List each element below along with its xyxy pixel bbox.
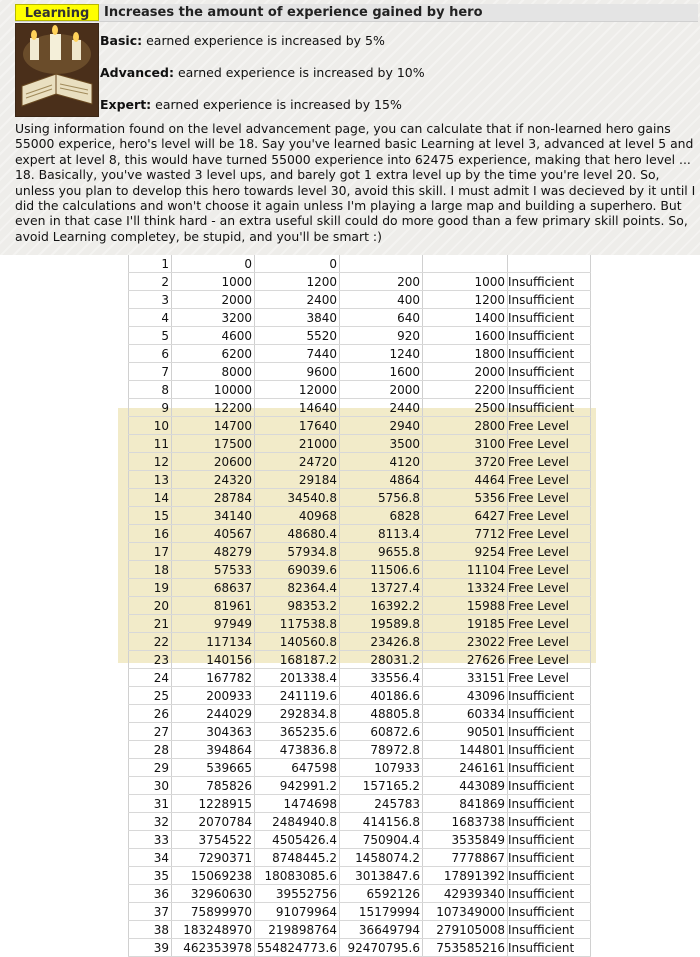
table-cell: Insufficient (508, 759, 591, 777)
table-cell: 21000 (255, 435, 340, 453)
table-cell: 462353978 (172, 939, 255, 957)
table-row (129, 381, 591, 399)
table-cell: 24320 (172, 471, 255, 489)
table-cell: 98353.2 (255, 597, 340, 615)
table-cell: 219898764 (255, 921, 340, 939)
skill-name-badge: Learning (15, 4, 99, 21)
table-cell: 4120 (340, 453, 423, 471)
table-cell: 2200 (423, 381, 508, 399)
table-cell: 8000 (172, 363, 255, 381)
table-cell: 17640 (255, 417, 340, 435)
table-cell: 34540.8 (255, 489, 340, 507)
basic-level-text (100, 33, 385, 48)
table-cell: 5756.8 (340, 489, 423, 507)
table-row (129, 687, 591, 705)
table-cell: Free Level (508, 561, 591, 579)
table-cell: 36649794 (340, 921, 423, 939)
table-cell (508, 255, 591, 273)
table-cell: 3 (129, 291, 172, 309)
table-cell: 57533 (172, 561, 255, 579)
table-cell: 2000 (423, 363, 508, 381)
table-row (129, 417, 591, 435)
table-row (129, 327, 591, 345)
table-cell: 17 (129, 543, 172, 561)
table-cell: 17891392 (423, 867, 508, 885)
table-cell: Free Level (508, 597, 591, 615)
table-cell: 942991.2 (255, 777, 340, 795)
table-cell: 304363 (172, 723, 255, 741)
experience-table (128, 255, 591, 957)
table-row (129, 921, 591, 939)
table-cell: 2440 (340, 399, 423, 417)
table-cell: 36 (129, 885, 172, 903)
table-row (129, 435, 591, 453)
table-cell: Free Level (508, 615, 591, 633)
table-cell: Insufficient (508, 795, 591, 813)
table-cell: 7778867 (423, 849, 508, 867)
table-row (129, 291, 591, 309)
table-cell: Insufficient (508, 921, 591, 939)
table-cell: 34 (129, 849, 172, 867)
table-cell: Insufficient (508, 849, 591, 867)
table-cell: Insufficient (508, 363, 591, 381)
table-cell: 4505426.4 (255, 831, 340, 849)
table-cell: 26 (129, 705, 172, 723)
table-cell: 4864 (340, 471, 423, 489)
table-row (129, 399, 591, 417)
table-cell: 473836.8 (255, 741, 340, 759)
table-cell: Insufficient (508, 939, 591, 957)
table-cell: 34140 (172, 507, 255, 525)
table-cell: 18083085.6 (255, 867, 340, 885)
table-cell: 245783 (340, 795, 423, 813)
table-cell: 1474698 (255, 795, 340, 813)
table-cell: Insufficient (508, 903, 591, 921)
table-cell: 20600 (172, 453, 255, 471)
table-cell: 443089 (423, 777, 508, 795)
table-row (129, 867, 591, 885)
table-cell: 3720 (423, 453, 508, 471)
advanced-value: earned experience is increased by 10% (177, 65, 425, 80)
table-cell: Insufficient (508, 291, 591, 309)
table-cell: 3535849 (423, 831, 508, 849)
table-cell: 20 (129, 597, 172, 615)
table-cell: 31 (129, 795, 172, 813)
table-cell: 6 (129, 345, 172, 363)
table-cell: 6200 (172, 345, 255, 363)
table-cell: 0 (255, 255, 340, 273)
table-cell: 60872.6 (340, 723, 423, 741)
table-cell: 414156.8 (340, 813, 423, 831)
table-cell: 9 (129, 399, 172, 417)
table-cell: 33556.4 (340, 669, 423, 687)
table-cell: 168187.2 (255, 651, 340, 669)
table-cell: Insufficient (508, 381, 591, 399)
table-cell: 1400 (423, 309, 508, 327)
table-cell: 23022 (423, 633, 508, 651)
table-cell: Free Level (508, 453, 591, 471)
table-cell: 7 (129, 363, 172, 381)
table-cell: 75899970 (172, 903, 255, 921)
table-cell: 7440 (255, 345, 340, 363)
table-cell: 15179994 (340, 903, 423, 921)
table-cell: 6828 (340, 507, 423, 525)
table-cell: 57934.8 (255, 543, 340, 561)
table-cell: 3500 (340, 435, 423, 453)
table-cell: 640 (340, 309, 423, 327)
table-cell: Free Level (508, 417, 591, 435)
table-cell: 43096 (423, 687, 508, 705)
table-cell: 1458074.2 (340, 849, 423, 867)
table-cell: 6427 (423, 507, 508, 525)
table-cell: Insufficient (508, 345, 591, 363)
table-cell: 8 (129, 381, 172, 399)
table-cell: 12 (129, 453, 172, 471)
table-cell: 8748445.2 (255, 849, 340, 867)
table-cell: 3840 (255, 309, 340, 327)
table-cell: 140156 (172, 651, 255, 669)
table-cell: 117134 (172, 633, 255, 651)
table-cell: 107933 (340, 759, 423, 777)
table-row (129, 669, 591, 687)
table-row (129, 777, 591, 795)
table-cell: 1200 (423, 291, 508, 309)
table-cell: 11 (129, 435, 172, 453)
table-cell: 7712 (423, 525, 508, 543)
table-cell: 48279 (172, 543, 255, 561)
basic-value: earned experience is increased by 5% (146, 33, 385, 48)
table-cell (340, 255, 423, 273)
table-row (129, 633, 591, 651)
table-cell: 2484940.8 (255, 813, 340, 831)
table-cell: 12200 (172, 399, 255, 417)
table-cell: 14 (129, 489, 172, 507)
table-cell: 4 (129, 309, 172, 327)
table-cell: 2 (129, 273, 172, 291)
table-cell (423, 255, 508, 273)
table-cell: 10000 (172, 381, 255, 399)
table-cell: 19185 (423, 615, 508, 633)
table-cell: 157165.2 (340, 777, 423, 795)
table-cell: 750904.4 (340, 831, 423, 849)
table-cell: Insufficient (508, 741, 591, 759)
table-cell: 39 (129, 939, 172, 957)
table-cell: Free Level (508, 525, 591, 543)
table-cell: 92470795.6 (340, 939, 423, 957)
table-cell: 244029 (172, 705, 255, 723)
table-row (129, 273, 591, 291)
table-cell: 23 (129, 651, 172, 669)
table-row (129, 525, 591, 543)
table-cell: 2800 (423, 417, 508, 435)
table-cell: 90501 (423, 723, 508, 741)
table-cell: 68637 (172, 579, 255, 597)
table-cell: 29184 (255, 471, 340, 489)
table-cell: 107349000 (423, 903, 508, 921)
table-cell: Insufficient (508, 867, 591, 885)
table-cell: 647598 (255, 759, 340, 777)
table-cell: 28031.2 (340, 651, 423, 669)
table-cell: 11506.6 (340, 561, 423, 579)
table-row (129, 597, 591, 615)
table-cell: 9254 (423, 543, 508, 561)
table-cell: 7290371 (172, 849, 255, 867)
table-cell: 13727.4 (340, 579, 423, 597)
table-cell: 25 (129, 687, 172, 705)
basic-label: Basic: (100, 33, 143, 48)
table-cell: Free Level (508, 579, 591, 597)
table-cell: 1600 (423, 327, 508, 345)
table-cell: 394864 (172, 741, 255, 759)
table-cell: 2500 (423, 399, 508, 417)
table-cell: 15 (129, 507, 172, 525)
table-cell: 117538.8 (255, 615, 340, 633)
table-row (129, 903, 591, 921)
experience-table-body (129, 255, 591, 957)
table-cell: 1240 (340, 345, 423, 363)
table-cell: 9600 (255, 363, 340, 381)
table-row (129, 489, 591, 507)
table-cell: 2940 (340, 417, 423, 435)
table-row (129, 363, 591, 381)
table-row (129, 849, 591, 867)
table-cell: Insufficient (508, 885, 591, 903)
info-panel (0, 0, 700, 255)
table-cell: 1200 (255, 273, 340, 291)
table-cell: 200933 (172, 687, 255, 705)
table-cell: 1600 (340, 363, 423, 381)
table-cell: Free Level (508, 543, 591, 561)
table-cell: 28784 (172, 489, 255, 507)
table-cell: 15069238 (172, 867, 255, 885)
advanced-label: Advanced: (100, 65, 174, 80)
table-cell: 292834.8 (255, 705, 340, 723)
table-cell: 2000 (172, 291, 255, 309)
table-cell: 18 (129, 561, 172, 579)
table-cell: 14640 (255, 399, 340, 417)
table-cell: 200 (340, 273, 423, 291)
table-cell: 24 (129, 669, 172, 687)
table-cell: 48805.8 (340, 705, 423, 723)
table-row (129, 255, 591, 273)
table-row (129, 507, 591, 525)
table-cell: 21 (129, 615, 172, 633)
table-cell: Free Level (508, 669, 591, 687)
table-cell: 4464 (423, 471, 508, 489)
table-cell: 140560.8 (255, 633, 340, 651)
table-cell: Free Level (508, 633, 591, 651)
table-cell: 241119.6 (255, 687, 340, 705)
skill-header (15, 4, 698, 22)
table-cell: 37 (129, 903, 172, 921)
table-cell: 78972.8 (340, 741, 423, 759)
table-cell: 38 (129, 921, 172, 939)
table-row (129, 579, 591, 597)
table-cell: 8113.4 (340, 525, 423, 543)
table-cell: 22 (129, 633, 172, 651)
table-cell: 785826 (172, 777, 255, 795)
table-cell: Free Level (508, 471, 591, 489)
table-cell: 32960630 (172, 885, 255, 903)
table-cell: 16392.2 (340, 597, 423, 615)
table-cell: 33 (129, 831, 172, 849)
table-cell: 15988 (423, 597, 508, 615)
table-cell: 16 (129, 525, 172, 543)
table-cell: 27626 (423, 651, 508, 669)
table-cell: Insufficient (508, 723, 591, 741)
table-cell: 554824773.6 (255, 939, 340, 957)
table-row (129, 345, 591, 363)
table-cell: 42939340 (423, 885, 508, 903)
table-cell: 1 (129, 255, 172, 273)
table-cell: 60334 (423, 705, 508, 723)
table-cell: 144801 (423, 741, 508, 759)
table-cell: 1800 (423, 345, 508, 363)
table-cell: 12000 (255, 381, 340, 399)
table-cell: 82364.4 (255, 579, 340, 597)
table-cell: 5 (129, 327, 172, 345)
table-cell: 2400 (255, 291, 340, 309)
table-row (129, 561, 591, 579)
learning-skill-icon (15, 23, 99, 117)
table-cell: 3200 (172, 309, 255, 327)
table-cell: 97949 (172, 615, 255, 633)
table-cell: 10 (129, 417, 172, 435)
table-cell: 0 (172, 255, 255, 273)
table-cell: 91079964 (255, 903, 340, 921)
table-cell: 365235.6 (255, 723, 340, 741)
table-cell: Free Level (508, 435, 591, 453)
table-cell: 1000 (423, 273, 508, 291)
table-cell: 17500 (172, 435, 255, 453)
table-row (129, 309, 591, 327)
table-cell: 11104 (423, 561, 508, 579)
table-row (129, 615, 591, 633)
expert-label: Expert: (100, 97, 152, 112)
expert-level-text (100, 97, 402, 112)
table-row (129, 831, 591, 849)
table-row (129, 813, 591, 831)
table-cell: Insufficient (508, 399, 591, 417)
table-cell: 5356 (423, 489, 508, 507)
table-row (129, 885, 591, 903)
table-cell: 2000 (340, 381, 423, 399)
table-cell: 40968 (255, 507, 340, 525)
table-cell: 39552756 (255, 885, 340, 903)
table-cell: 24720 (255, 453, 340, 471)
table-cell: Insufficient (508, 327, 591, 345)
table-row (129, 543, 591, 561)
table-row (129, 651, 591, 669)
table-cell: 539665 (172, 759, 255, 777)
table-row (129, 471, 591, 489)
table-cell: 19 (129, 579, 172, 597)
table-cell: 246161 (423, 759, 508, 777)
table-cell: 40186.6 (340, 687, 423, 705)
table-row (129, 723, 591, 741)
table-cell: 23426.8 (340, 633, 423, 651)
table-cell: 753585216 (423, 939, 508, 957)
table-cell: 13324 (423, 579, 508, 597)
table-cell: 1000 (172, 273, 255, 291)
table-cell: Insufficient (508, 777, 591, 795)
table-row (129, 759, 591, 777)
table-cell: 33151 (423, 669, 508, 687)
table-row (129, 705, 591, 723)
table-cell: 48680.4 (255, 525, 340, 543)
table-cell: 81961 (172, 597, 255, 615)
table-cell: 183248970 (172, 921, 255, 939)
advanced-level-text (100, 65, 425, 80)
table-row (129, 939, 591, 957)
table-cell: 3100 (423, 435, 508, 453)
table-cell: 32 (129, 813, 172, 831)
table-cell: Insufficient (508, 813, 591, 831)
table-cell: Insufficient (508, 705, 591, 723)
table-cell: Free Level (508, 489, 591, 507)
table-cell: 920 (340, 327, 423, 345)
table-cell: 13 (129, 471, 172, 489)
table-cell: 28 (129, 741, 172, 759)
table-cell: 1683738 (423, 813, 508, 831)
table-cell: 9655.8 (340, 543, 423, 561)
table-cell: Insufficient (508, 831, 591, 849)
table-row (129, 453, 591, 471)
skill-description: Using information found on the level advancement page, you can calculate that if non-learned hero gains 55000 experice, hero's level will be 18. Say you've learned basic Learning at level 3, advanced at level 5 and expert at level 8, this would have turned 55000 experience into 62475 experience, making that hero level ... 18. Basically, you've wasted 3 level ups, and barely got 1 extra level up by the time you're level 20. So, unless you plan to develop this hero towards level 30, avoid this skill. I must admit I was decieved by it until I did the calculations and won't choose it again unless I'm playing a large map and building a superhero. But even in that case I'll think hard - an extra useful skill could do more good than a few primary skill points. So, avoid Learning completey, be stupid, and you'll be smart :) (15, 121, 696, 244)
table-cell: Insufficient (508, 309, 591, 327)
table-cell: Insufficient (508, 273, 591, 291)
table-cell: 3013847.6 (340, 867, 423, 885)
table-cell: 3754522 (172, 831, 255, 849)
table-cell: 27 (129, 723, 172, 741)
table-row (129, 741, 591, 759)
table-cell: 1228915 (172, 795, 255, 813)
table-cell: 5520 (255, 327, 340, 345)
table-cell: 841869 (423, 795, 508, 813)
table-cell: 6592126 (340, 885, 423, 903)
table-cell: 4600 (172, 327, 255, 345)
table-cell: 400 (340, 291, 423, 309)
table-cell: 29 (129, 759, 172, 777)
table-cell: 69039.6 (255, 561, 340, 579)
table-cell: 35 (129, 867, 172, 885)
table-cell: Insufficient (508, 687, 591, 705)
table-cell: 279105008 (423, 921, 508, 939)
table-cell: 30 (129, 777, 172, 795)
table-cell: Free Level (508, 507, 591, 525)
expert-value: earned experience is increased by 15% (155, 97, 402, 112)
table-cell: 19589.8 (340, 615, 423, 633)
table-cell: 40567 (172, 525, 255, 543)
table-row (129, 795, 591, 813)
skill-title: Increases the amount of experience gained by hero (104, 5, 483, 20)
table-cell: 2070784 (172, 813, 255, 831)
table-cell: 14700 (172, 417, 255, 435)
table-cell: Free Level (508, 651, 591, 669)
table-cell: 201338.4 (255, 669, 340, 687)
table-cell: 167782 (172, 669, 255, 687)
